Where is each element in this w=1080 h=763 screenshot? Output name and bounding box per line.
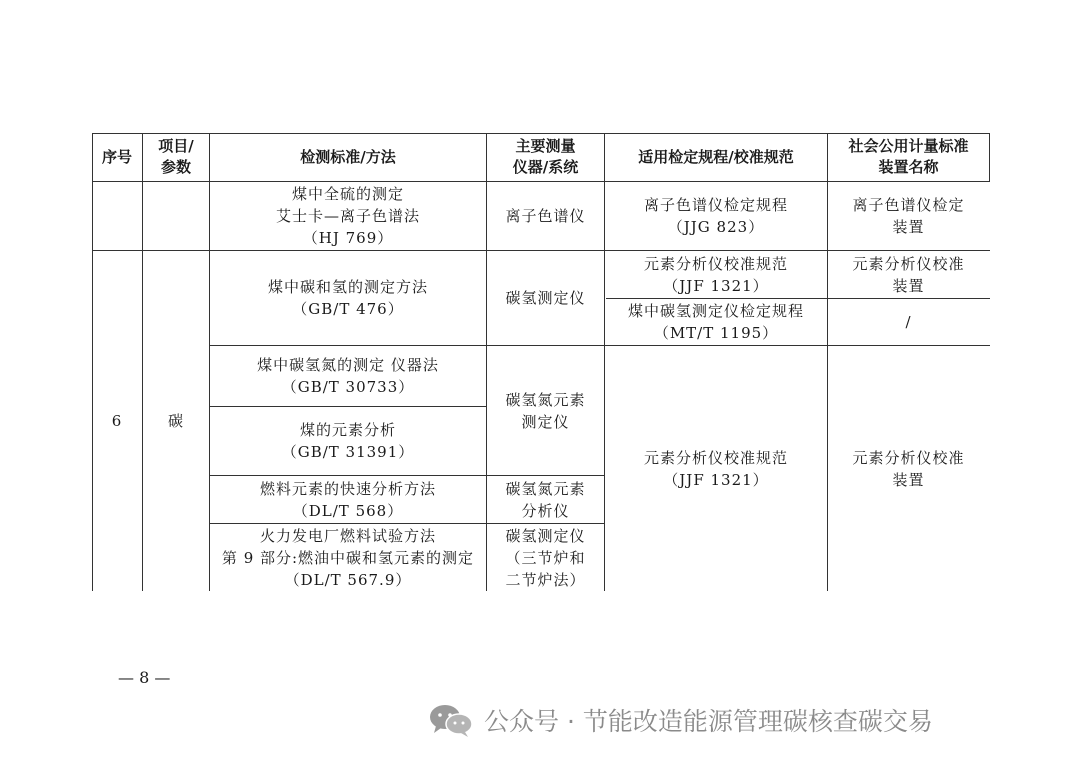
cell-text: 离子色谱仪检定规程 — [643, 196, 788, 214]
header-device — [828, 133, 989, 181]
cell-instrument-sulfur — [487, 182, 604, 250]
header-text: 装置名称 — [878, 158, 939, 176]
cell-text: / — [905, 313, 912, 331]
cell-device-elemental — [828, 251, 989, 298]
cell-text: （GB/T 476） — [292, 300, 404, 318]
cell-device-elemental-2 — [828, 346, 989, 591]
table-right-border — [989, 133, 990, 182]
cell-text: （GB/T 30733） — [281, 378, 415, 396]
watermark — [428, 700, 933, 740]
cell-regulation-sulfur — [605, 182, 827, 250]
cell-text: 元素分析仪校准规范 — [643, 254, 788, 273]
cell-text: （JJG 823） — [667, 218, 765, 236]
cell-text: 装置 — [892, 470, 925, 489]
header-seq — [92, 133, 142, 181]
header-text: 项目/ — [158, 137, 194, 155]
header-text: 适用检定规程/校准规范 — [638, 147, 794, 166]
wechat-icon — [428, 702, 474, 738]
cell-instrument-ch — [487, 251, 604, 345]
header-text: 序号 — [101, 147, 132, 166]
cell-text: 火力发电厂燃料试验方法 — [259, 526, 436, 545]
cell-regulation-jjf-2 — [605, 346, 827, 591]
cell-text: 艾士卡—离子色谱法 — [275, 207, 420, 225]
cell-text: 元素分析仪校准 — [852, 254, 965, 273]
cell-text: 第 9 部分:燃油中碳和氢元素的测定 — [221, 548, 475, 567]
cell-text: 燃料元素的快速分析方法 — [259, 479, 436, 498]
cell-text: （JJF 1321） — [663, 276, 769, 295]
cell-method-ch — [210, 251, 486, 345]
cell-method-oil — [210, 524, 486, 591]
standards-table — [92, 133, 990, 591]
header-text: 检测标准/方法 — [300, 147, 396, 166]
header-text: 社会公用计量标准 — [848, 137, 969, 155]
cell-text: （HJ 769） — [302, 229, 394, 247]
cell-text: 6 — [111, 412, 123, 430]
header-item — [143, 133, 209, 181]
cell-text: 装置 — [892, 276, 925, 295]
cell-instrument-fuel — [487, 476, 604, 523]
cell-text: （三节炉和 — [505, 548, 586, 567]
header-text: 参数 — [160, 158, 191, 176]
header-instrument — [487, 133, 604, 181]
cell-text: （MT/T 1195） — [653, 324, 779, 342]
cell-instrument-chn — [487, 346, 604, 475]
cell-text: 测定仪 — [521, 412, 570, 431]
cell-text: 碳氢氮元素 — [505, 390, 586, 409]
cell-text: 煤的元素分析 — [299, 421, 396, 439]
cell-instrument-oil — [487, 524, 604, 591]
cell-text: 煤中碳氢氮的测定 仪器法 — [257, 356, 439, 374]
cell-text: 碳氢氮元素 — [505, 479, 586, 498]
header-text: 仪器/系统 — [512, 158, 579, 176]
cell-text: 二节炉法） — [505, 570, 586, 589]
cell-text: （JJF 1321） — [663, 470, 769, 489]
cell-text: 元素分析仪校准 — [852, 448, 965, 467]
header-text: 主要测量 — [515, 137, 576, 155]
header-method — [210, 133, 486, 181]
cell-text: 元素分析仪校准规范 — [643, 448, 788, 467]
cell-device-sulfur — [828, 182, 989, 250]
cell-method-chn — [210, 346, 486, 406]
cell-text: 煤中碳和氢的测定方法 — [267, 278, 428, 296]
cell-text: （DL/T 567.9） — [284, 570, 412, 589]
cell-text: 煤中全硫的测定 — [291, 185, 404, 203]
cell-text: 碳 — [167, 412, 184, 430]
cell-text: （GB/T 31391） — [281, 443, 415, 461]
cell-item-carbon — [143, 251, 209, 591]
cell-regulation-jjf — [605, 251, 827, 298]
cell-method-fuel — [210, 476, 486, 523]
cell-regulation-mt — [605, 299, 827, 345]
cell-text: 装置 — [892, 218, 925, 236]
cell-text: 煤中碳氢测定仪检定规程 — [627, 302, 804, 320]
cell-seq-carbon — [92, 251, 142, 591]
cell-text: 离子色谱仪检定 — [852, 196, 965, 214]
cell-method-sulfur — [210, 182, 486, 250]
cell-text: 分析仪 — [521, 501, 570, 520]
page-number: — 8 — — [118, 668, 171, 687]
watermark-text: 公众号 · 节能改造能源管理碳核查碳交易 — [484, 707, 933, 736]
cell-device-none — [828, 299, 989, 345]
header-regulation — [605, 133, 827, 181]
cell-text: （DL/T 568） — [292, 501, 404, 520]
cell-text: 碳氢测定仪 — [505, 289, 586, 307]
cell-text: 离子色谱仪 — [505, 207, 586, 225]
cell-text: 碳氢测定仪 — [505, 526, 586, 545]
cell-method-elemental — [210, 407, 486, 475]
